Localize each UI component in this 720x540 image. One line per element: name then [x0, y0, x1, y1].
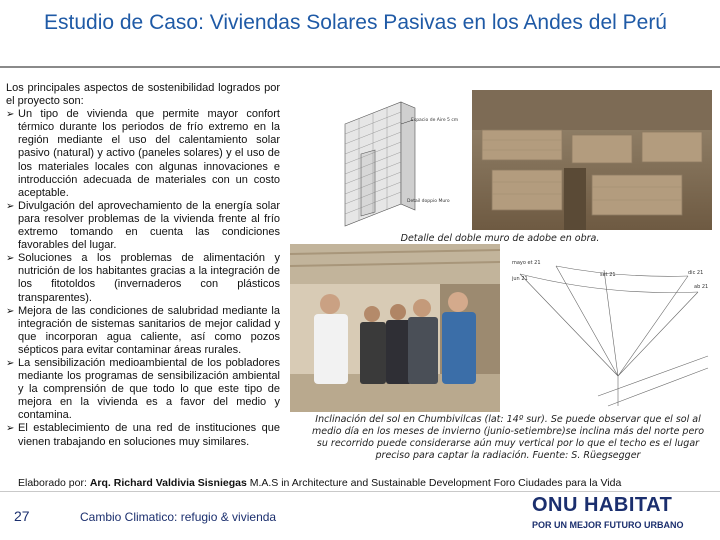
sun-path-diagram — [508, 256, 712, 408]
wall-caption-label: Detail doppio Muro — [407, 199, 450, 204]
un-habitat-logo — [532, 494, 716, 538]
adobe-wall-diagram — [331, 94, 467, 232]
arrow-bullet-icon: ➢ — [6, 423, 15, 435]
footer-text: Cambio Climatico: refugio & vivienda — [80, 510, 277, 524]
body-text — [6, 82, 280, 449]
sun-label-ab: ab 21 — [694, 284, 709, 290]
arrow-bullet-icon: ➢ — [6, 305, 15, 317]
construction-site-photo — [472, 90, 712, 230]
title-divider — [0, 66, 720, 68]
page-number: 27 — [14, 508, 30, 524]
bullet-item: ➢ Un tipo de vivienda que permite mayor confort térmico durante los periodos de frío extremo en la región mediante el uso del calentamiento solar pasivo (natural) y activo (paneles solares) y el uso de los materiales locales con algunas innovaciones e introducción adecuada de materiales con un costo aceptable. — [6, 108, 280, 199]
author-credit: Elaborado por: Arq. Richard Valdivia Sisniegas M.A.S in Architecture and Sustainable Development Foro Ciudades para la Vida — [18, 477, 622, 489]
people-photo — [290, 244, 500, 412]
sun-label-set: set 21 — [600, 272, 616, 278]
arrow-bullet-icon: ➢ — [6, 109, 15, 121]
logo-main-text: ONU HABITAT — [532, 494, 673, 516]
bullet-item: ➢ Mejora de las condiciones de salubridad mediante la integración de sistemas sanitarios de mejor calidad y que incorporan agua caliente, así como pozos sépticos para evitar contaminar áreas rurales. — [6, 304, 280, 356]
logo-sub-text: POR UN MEJOR FUTURO URBANO — [532, 520, 684, 530]
wall-photo-caption: Detalle del doble muro de adobe en obra. — [400, 233, 600, 244]
wall-note-label: Espacio de Aire 5 cm — [411, 118, 459, 123]
bullet-item: ➢ Soluciones a los problemas de alimentación y nutrición de los habitantes gracias a la integración de los fitotoldos (invernaderos con plásticos transparentes). — [6, 252, 280, 304]
intro-text: Los principales aspectos de sostenibilidad logrados por el proyecto son: — [6, 82, 280, 108]
arrow-bullet-icon: ➢ — [6, 357, 15, 369]
author-name: Arq. Richard Valdivia Sisniegas — [89, 477, 247, 489]
sun-label-jun: jun 21 — [512, 276, 528, 282]
arrow-bullet-icon: ➢ — [6, 253, 15, 265]
footer-divider — [0, 491, 720, 492]
bullet-item: ➢ El establecimiento de una red de instituciones que vienen trabajando en soluciones muy similares. — [6, 422, 280, 448]
arrow-bullet-icon: ➢ — [6, 200, 15, 212]
bullet-list — [6, 108, 280, 448]
slide-title: Estudio de Caso: Viviendas Solares Pasivas en los Andes del Perú — [44, 11, 667, 34]
sun-label-dic: dic 21 — [688, 270, 704, 276]
sun-diagram-caption: Inclinación del sol en Chumbivilcas (lat: 14º sur). Se puede observar que el sol al medio día en los meses de invierno (junio-setiembre)se inclina más del norte pero su recorrido puede considerarse aún muy vertical por lo que el techo es el lugar preciso para captar la radiación. Fuente: S. Rüegsegger — [311, 414, 705, 461]
bullet-item: ➢ Divulgación del aprovechamiento de la energía solar para resolver problemas de la vivienda frente al frío extremo tomando en cuenta las condiciones favorables del lugar. — [6, 199, 280, 252]
sun-label-may: mayo et 21 — [512, 260, 541, 266]
bullet-item: ➢ La sensibilización medioambiental de los pobladores mediante los programas de sensibilización ambiental y la comprensión de que todo lo que este tipo de mejora en la vivienda es a favor del medio y contamina. — [6, 356, 280, 422]
